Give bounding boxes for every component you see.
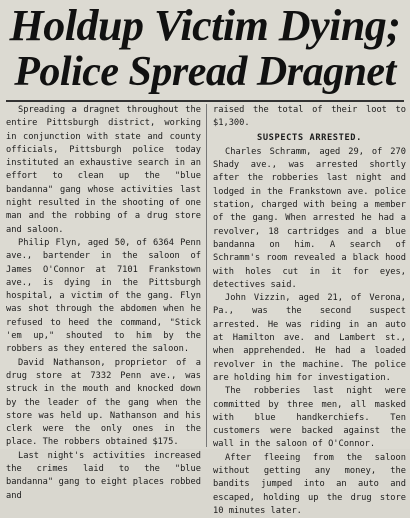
article-paragraph: Charles Schramm, aged 29, of 270 Shady ave., was arrested shortly after the robberies last night and lodged in the Frankstown ave. police station, charged with being a member of the gang. When arrested he had a revolver, 18 cartridges and a blue bandanna on him. A search of Schramm's room revealed a black hood with holes cut in it for eyes, detectives said. bbox=[213, 146, 406, 290]
left-column bbox=[6, 104, 201, 503]
article-paragraph: Philip Flyn, aged 50, of 6364 Penn ave., bartender in the saloon of James O'Connor at 7101 Frankstown ave., is dying in the Pittsburgh hospital, a victim of the gang. Flyn was shot through the abdomen when he refused to heed the command, "Stick 'em up," shouted to him by the robbers as they entered the saloon. bbox=[6, 237, 201, 355]
headline-line-1: Holdup Victim Dying; bbox=[9, 1, 401, 50]
section-subhead: SUSPECTS ARRESTED. bbox=[257, 132, 362, 143]
column-divider bbox=[206, 104, 207, 447]
article-continuation: raised the total of their loot to $1,300. bbox=[213, 105, 406, 129]
right-column bbox=[213, 104, 406, 518]
article-paragraph: The robberies last night were committed by three men, all masked with blue handkerchiefs. Ten customers were backed against the wall in the saloon of O'Connor. bbox=[213, 386, 406, 450]
headline-line-2: Police Spread Dragnet bbox=[14, 49, 396, 95]
headline-rule bbox=[6, 100, 404, 102]
article-paragraph: John Vizzin, aged 21, of Verona, Pa., was the second suspect arrested. He was riding in an auto at Hamilton ave. and Lambert st., when apprehended. He had a loaded revolver in the machine. The police are holding him for investigation. bbox=[213, 293, 406, 383]
article-paragraph: Spreading a dragnet throughout the entire Pittsburgh district, working in conjunction with state and county officials, Pittsburgh police today instituted an exhaustive search in an effort to clean up the "blue bandanna" gang whose activities last night resulted in the shooting of one man and the robbing of a drug store and saloon. bbox=[6, 105, 201, 235]
article-paragraph: Last night's activities increased the crimes laid to the "blue bandanna" gang to eight places robbed and bbox=[6, 450, 201, 501]
article-paragraph: After fleeing from the saloon without getting any money, the bandits jumped into an auto and escaped, holding up the drug store 10 minutes later. bbox=[213, 452, 406, 516]
headline bbox=[4, 2, 406, 96]
article-paragraph: David Nathanson, proprietor of a drug store at 7332 Penn ave., was struck in the mouth and knocked down by the leader of the gang when the store was held up. Nathanson and his clerk were the only ones in the place. The robbers obtained $175. bbox=[6, 357, 201, 448]
